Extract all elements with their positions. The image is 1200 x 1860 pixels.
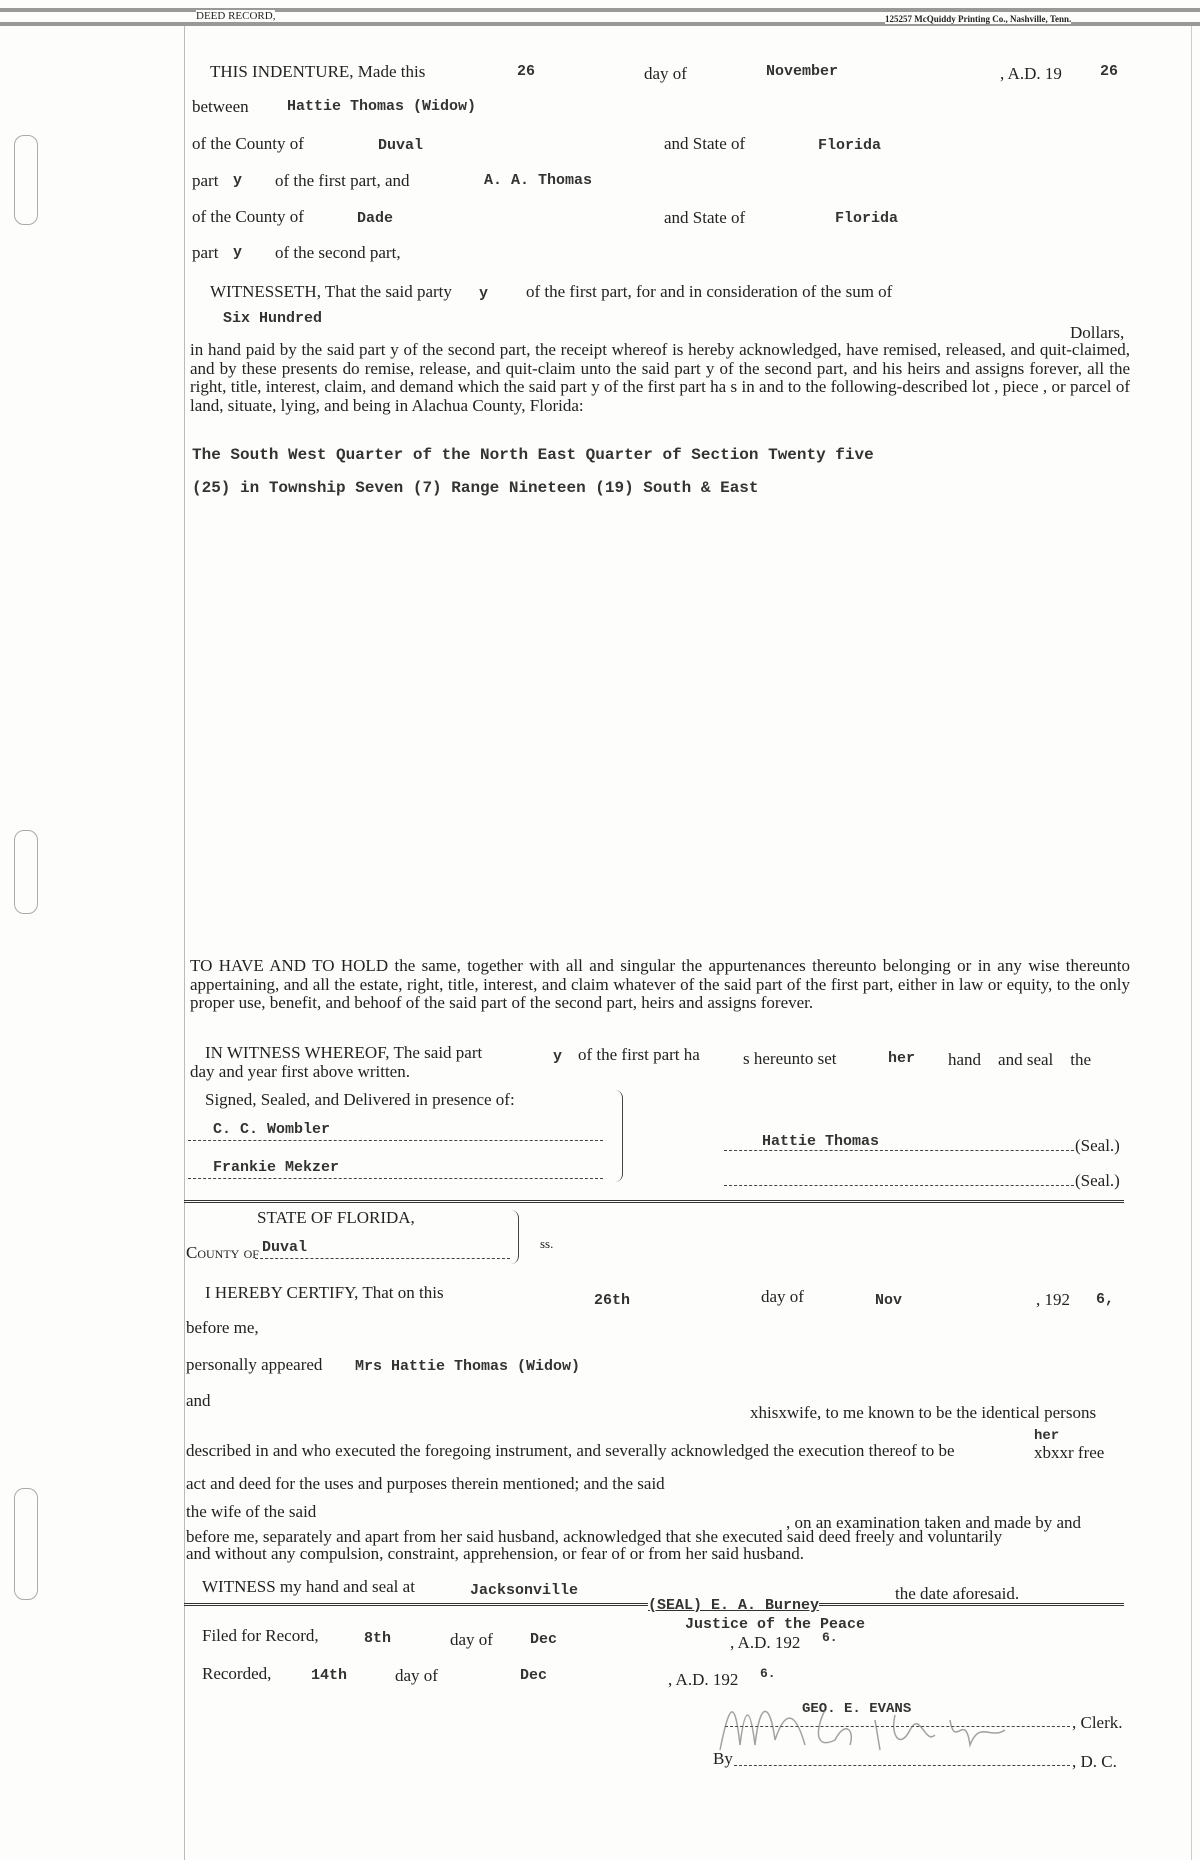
filed-label: Filed for Record, [202, 1626, 319, 1645]
grantor-state: Florida [818, 137, 882, 154]
and-label: and [186, 1391, 211, 1410]
signature-line [724, 1150, 1074, 1151]
day-of-label: day of [450, 1630, 493, 1649]
legal-description-line: The South West Quarter of the North East Quarter of Section Twenty five [192, 446, 874, 464]
ack-day: 26th [594, 1292, 631, 1309]
county-line [255, 1258, 510, 1259]
appeared-name: Mrs Hattie Thomas (Widow) [355, 1358, 581, 1375]
state-label: and State of [664, 208, 746, 227]
filed-year: 6. [822, 1630, 838, 1645]
signer-name: Hattie Thomas [762, 1133, 880, 1150]
clerk-label: , Clerk. [1072, 1713, 1123, 1732]
party-suffix: y [233, 172, 243, 189]
day-of-label: day of [761, 1287, 804, 1306]
her-correction: her [1034, 1428, 1060, 1444]
county-label: of the County of [192, 207, 304, 226]
conveyance-clause: in hand paid by the said part y of the second part, the receipt whereof is hereby acknowledged, have remised, released, and quit-claimed, and by these presents do remise, release, and quit-claim unto the said part y of the second part, and his heirs and assigns forever, all the right, title, interest, claim, and demand which the said part y of the first part ha s in and to the following-described lot , piece , or parcel of land, situate, lying, and being in Alachua County, Florida: [190, 340, 1130, 415]
year-prefix: , 192 [1036, 1290, 1070, 1309]
wife-line: xhisxwife, to me known to be the identical persons [750, 1403, 1097, 1422]
described-line: described in and who executed the foregoing instrument, and severally acknowledged the execution thereof to be [186, 1441, 955, 1460]
party-suffix: y [233, 244, 243, 261]
officer-name: (SEAL) E. A. Burney [648, 1597, 820, 1614]
party-label: part [192, 243, 219, 262]
signed-sealed-label: Signed, Sealed, and Delivered in presence of: [205, 1090, 515, 1109]
grantee-state: Florida [835, 210, 899, 227]
party-label: part [192, 171, 219, 190]
ack-month: Nov [875, 1292, 903, 1309]
seal-label: (Seal.) [1075, 1136, 1120, 1155]
indenture-month: November [766, 63, 839, 80]
indenture-intro: THIS INDENTURE, Made this [210, 62, 426, 81]
county-label: of the County of [192, 134, 304, 153]
filed-day: 8th [364, 1630, 392, 1647]
indenture-day: 26 [517, 63, 536, 80]
legal-description-line: (25) in Township Seven (7) Range Nineteen (19) South & East [192, 479, 759, 497]
consideration-amount: Six Hundred [223, 310, 323, 327]
grantee-name: A. A. Thomas [484, 172, 593, 189]
recorded-month: Dec [520, 1667, 548, 1684]
date-aforesaid: the date aforesaid. [895, 1584, 1020, 1603]
before-me: before me, [186, 1318, 259, 1337]
without-line: and without any compulsion, constraint, apprehension, or fear of or from her said husband. [186, 1544, 804, 1563]
recorded-label: Recorded, [202, 1664, 272, 1683]
binder-hole [14, 135, 38, 225]
handwritten-signature [715, 1690, 1015, 1771]
indenture-year: 26 [1100, 63, 1119, 80]
brace [612, 1090, 623, 1182]
certify-line: I HEREBY CERTIFY, That on this [205, 1283, 444, 1302]
binder-hole [14, 1488, 38, 1600]
testimonium-y: y [553, 1048, 563, 1065]
recorded-day: 14th [311, 1667, 348, 1684]
by-label: By [713, 1749, 733, 1768]
testimonium-s: s hereunto set [743, 1049, 837, 1068]
first-part-and: of the first part, and [275, 171, 410, 190]
ack-year: 6, [1096, 1291, 1115, 1308]
testimonium-end: hand and seal the [948, 1050, 1092, 1069]
second-part-label: of the second part, [275, 243, 401, 262]
grantor-name: Hattie Thomas (Widow) [287, 98, 477, 115]
day-of-label: day of [395, 1666, 438, 1685]
officer-title: Justice of the Peace [685, 1616, 866, 1633]
witnesseth-y: y [479, 285, 489, 302]
witness-name: Frankie Mekzer [213, 1159, 340, 1176]
seal-label: (Seal.) [1075, 1171, 1120, 1190]
witness-line [188, 1178, 603, 1179]
signature-scrawl-icon [715, 1690, 1015, 1760]
act-line: act and deed for the uses and purposes therein mentioned; and the said [186, 1474, 665, 1493]
printer-imprint: 125257 McQuiddy Printing Co., Nashville, Tenn. [885, 14, 1072, 24]
witness-name: C. C. Wombler [213, 1121, 331, 1138]
separately-line: before me, separately and apart from her said husband, acknowledged that she executed said deed freely and voluntarily [186, 1527, 1003, 1546]
section-rule [184, 1200, 1124, 1203]
state-heading: STATE OF FLORIDA, [257, 1208, 415, 1227]
dc-label: , D. C. [1072, 1752, 1117, 1771]
header-rule-top [0, 8, 1200, 12]
recorded-year: 6. [760, 1666, 776, 1681]
appeared-label: personally appeared [186, 1355, 323, 1374]
grantee-county: Dade [357, 210, 394, 227]
testimonium-line: IN WITNESS WHEREOF, The said part [205, 1043, 483, 1062]
header-title: DEED RECORD, [196, 10, 276, 22]
witness-line [188, 1140, 603, 1141]
dollars-label: Dollars, [1070, 323, 1125, 342]
witnesseth-rest: of the first part, for and in consideration of the sum of [526, 282, 893, 301]
frame-right [1191, 26, 1192, 1860]
testimonium-mid: of the first part ha [578, 1045, 700, 1064]
examination-line: , on an examination taken and made by and [786, 1513, 1082, 1532]
signature-line [724, 1185, 1074, 1186]
recorded-ad: , A.D. 192 [668, 1670, 739, 1689]
wife-of-line: the wife of the said [186, 1502, 317, 1521]
brace [508, 1210, 519, 1264]
binder-hole [14, 830, 38, 914]
witnesseth-line: WITNESSETH, That the said party [210, 282, 452, 301]
state-label: and State of [664, 134, 746, 153]
filed-month: Dec [530, 1631, 558, 1648]
habendum-clause: TO HAVE AND TO HOLD the same, together with all and singular the appurtenances thereunto belonging or in any wise thereunto appertaining, and all the estate, right, title, interest, and claim whatever of the said part of the first part, either in law or equity, to the only proper use, benefit, and behoof of the said part of the second part, heirs and assigns forever. [190, 956, 1130, 1012]
grantor-county: Duval [378, 137, 424, 154]
ss-label: ss. [540, 1236, 554, 1251]
testimonium-pronoun: her [888, 1050, 916, 1067]
ack-county: Duval [262, 1239, 308, 1256]
frame-left [184, 26, 185, 1860]
witness-label: WITNESS my hand and seal at [202, 1577, 415, 1596]
testimonium-line2: day and year first above written. [190, 1062, 410, 1081]
filed-ad: , A.D. 192 [730, 1633, 801, 1652]
clerk-name: GEO. E. EVANS [802, 1701, 912, 1717]
witness-place: Jacksonville [470, 1582, 579, 1599]
county-of-label: County of [186, 1243, 259, 1262]
day-of-label: day of [644, 64, 687, 83]
between-label: between [192, 97, 249, 116]
ad-label: , A.D. 19 [1000, 64, 1062, 83]
their-struck: xbxxr free [1034, 1443, 1105, 1462]
